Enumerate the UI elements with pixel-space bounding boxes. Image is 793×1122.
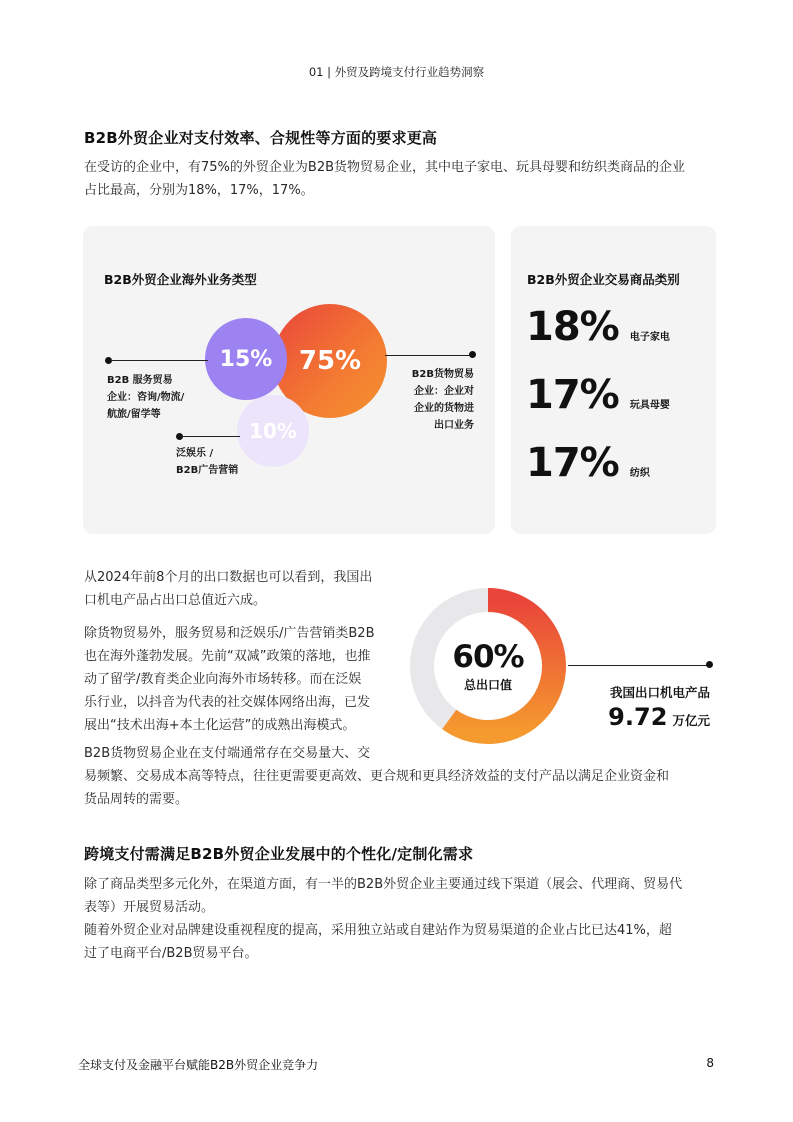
goods-label-line-1: B2B货物贸易 — [411, 369, 474, 380]
donut-center-value: 60% — [452, 639, 524, 675]
section1-heading: B2B外贸企业对支付效率、合规性等方面的要求更高 — [84, 129, 438, 147]
section1-paragraph — [84, 156, 724, 202]
category-pct-textile: 17% — [526, 440, 619, 486]
export-line-2: 口机电产品占出口总值近六成。 — [84, 593, 267, 608]
goods-connector-line — [385, 355, 471, 356]
bubble-entertainment-value: 10% — [249, 419, 297, 443]
service-line-1: 除货物贸易外，服务贸易和泛娱乐/广告营销类B2B — [84, 626, 375, 641]
bubble-goods-value: 75% — [298, 346, 362, 376]
section2-line-4: 过了电商平台/B2B贸易平台。 — [84, 946, 258, 961]
section2-heading: 跨境支付需满足B2B外贸企业发展中的个性化/定制化需求 — [84, 845, 474, 863]
section1-line-2: 占比最高，分别为18%，17%，17%。 — [84, 183, 314, 198]
donut-callout-unit: 万亿元 — [672, 713, 710, 728]
section2-paragraph — [84, 873, 724, 965]
bubble-entertainment — [237, 395, 309, 467]
goods-trade-label — [400, 366, 474, 434]
export-paragraph — [84, 566, 414, 612]
ent-label-line-1: 泛娱乐 / — [176, 448, 214, 459]
service-label-line-1: B2B 服务贸易 — [107, 375, 173, 386]
donut-center — [440, 638, 536, 693]
category-label-textile: 纺织 — [629, 468, 650, 479]
category-label-electronics: 电子家电 — [629, 332, 670, 343]
section2-line-3: 随着外贸企业对品牌建设重视程度的提高，采用独立站或自建站作为贸易渠道的企业占比已达41%，超 — [84, 923, 672, 938]
section2-line-1: 除了商品类型多元化外，在渠道方面，有一半的B2B外贸企业主要通过线下渠道（展会、代理商、贸易代 — [84, 877, 683, 892]
service-line-5: 展出“技术出海+本土化运营”的成熟出海模式。 — [84, 718, 356, 733]
entertainment-label — [176, 445, 238, 479]
goods-label-line-3: 企业的货物进 — [414, 403, 474, 414]
category-pct-toys: 17% — [526, 372, 619, 418]
service-connector-line — [110, 360, 208, 361]
payment-line-1: B2B货物贸易企业在支付端通常存在交易量大、交 — [84, 746, 371, 761]
service-line-4: 乐行业，以抖音为代表的社交媒体网络出海，已发 — [84, 695, 371, 710]
goods-category-title: B2B外贸企业交易商品类别 — [527, 272, 680, 287]
donut-callout-dot — [706, 661, 713, 668]
donut-callout — [580, 683, 710, 731]
service-label-line-3: 航旅/留学等 — [107, 409, 161, 420]
service-paragraph — [84, 622, 414, 737]
footer-title: 全球支付及金融平台赋能B2B外贸企业竞争力 — [78, 1058, 319, 1072]
category-pct-electronics: 18% — [526, 304, 619, 350]
donut-callout-amount — [580, 703, 710, 731]
service-label-line-2: 企业：咨询/物流/ — [107, 392, 185, 403]
section2-line-2: 表等）开展贸易活动。 — [84, 900, 215, 915]
category-item-electronics — [526, 304, 670, 350]
bubble-service-trade — [205, 318, 287, 400]
donut-callout-value: 9.72 — [608, 703, 668, 731]
bubble-service-value: 15% — [219, 346, 273, 372]
payment-paragraph — [84, 742, 724, 811]
category-item-textile — [526, 440, 650, 486]
ent-connector-line — [180, 436, 240, 437]
donut-center-label: 总出口值 — [463, 678, 512, 692]
category-label-toys: 玩具母婴 — [629, 400, 670, 411]
donut-callout-line — [568, 665, 708, 666]
page-header: 01 | 外贸及跨境支付行业趋势洞察 — [308, 65, 485, 79]
service-line-2: 也在海外蓬勃发展。先前“双减”政策的落地，也推 — [84, 649, 371, 664]
service-trade-label — [107, 372, 184, 423]
payment-line-3: 货品周转的需要。 — [84, 792, 189, 807]
donut-callout-title: 我国出口机电产品 — [609, 685, 710, 700]
service-line-3: 动了留学/教育类企业向海外市场转移。而在泛娱 — [84, 672, 362, 687]
goods-label-line-2: 企业：企业对 — [414, 386, 474, 397]
page-number: 8 — [706, 1056, 714, 1070]
section1-line-1: 在受访的企业中，有75%的外贸企业为B2B货物贸易企业，其中电子家电、玩具母婴和纺织类商品的企业 — [84, 160, 686, 175]
category-item-toys — [526, 372, 670, 418]
payment-line-2: 易频繁、交易成本高等特点，往往更需要更高效、更合规和更具经济效益的支付产品以满足企业资金和 — [84, 769, 670, 784]
ent-label-line-2: B2B广告营销 — [176, 465, 239, 476]
export-line-1: 从2024年前8个月的出口数据也可以看到，我国出 — [84, 570, 373, 585]
business-type-title: B2B外贸企业海外业务类型 — [104, 272, 257, 287]
goods-label-line-4: 出口业务 — [434, 420, 474, 431]
